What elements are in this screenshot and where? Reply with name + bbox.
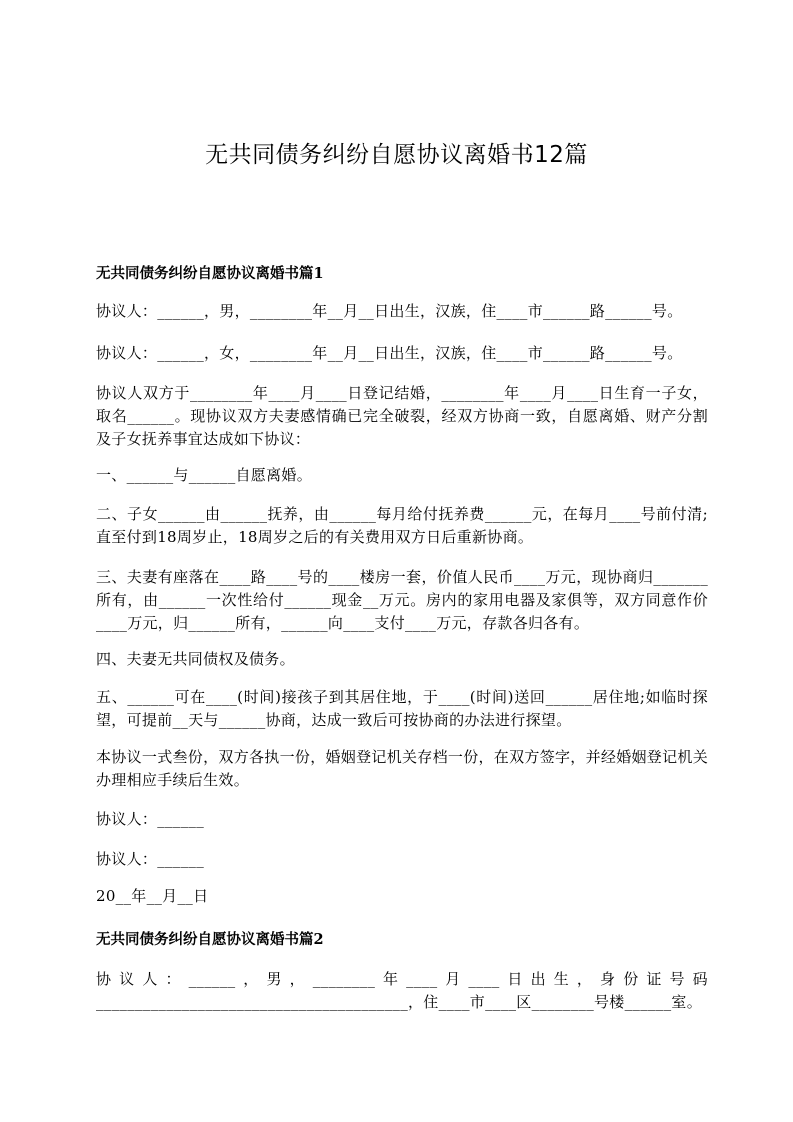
signature-line-2: 协议人：______ <box>96 850 205 868</box>
clause-3: 三、夫妻有座落在____路____号的____楼房一套，价值人民币____万元，现协商归_______所有，由______一次性给付______现金__万元。房内的家用电器及家俱等，双方同意作价____万元，归______所有，______向____支付____万元，存款各归各有。 <box>96 568 708 632</box>
section-2-party-line: 协议人：______，男，________年____月____日出生，身份证号码________________________________________，住____市____区________号楼______室。 <box>96 970 708 1011</box>
signature-line-1: 协议人：______ <box>96 810 205 828</box>
date-line: 20__年__月__日 <box>96 887 209 905</box>
effectiveness-paragraph: 本协议一式叁份，双方各执一份，婚姻登记机关存档一份，在双方签字，并经婚姻登记机关办理相应手续后生效。 <box>96 748 709 789</box>
marriage-info-paragraph: 协议人双方于________年____月____日登记结婚，________年____月____日生育一子女，取名______。现协议双方夫妻感情确已完全破裂，经双方协商一致，自愿离婚、财产分割及子女抚养事宜达成如下协议： <box>96 384 708 448</box>
clause-2: 二、子女______由______抚养，由______每月给付抚养费______元，在每月____号前付清;直至付到18周岁止，18周岁之后的有关费用双方日后重新协商。 <box>96 505 708 546</box>
party-1-line: 协议人：______，男，________年__月__日出生，汉族，住____市______路______号。 <box>96 302 683 320</box>
clause-4: 四、夫妻无共同债权及债务。 <box>96 650 295 668</box>
clause-1: 一、______与______自愿离婚。 <box>96 466 313 484</box>
section-2-heading: 无共同债务纠纷自愿协议离婚书篇2 <box>96 931 324 948</box>
party-2-line: 协议人：______，女，________年__月__日出生，汉族，住____市______路______号。 <box>96 344 683 362</box>
clause-5: 五、______可在____(时间)接孩子到其居住地，于____(时间)送回______居住地;如临时探望，可提前__天与______协商，达成一致后可按协商的办法进行探望。 <box>96 688 708 729</box>
document-title: 无共同债务纠纷自愿协议离婚书12篇 <box>205 142 588 168</box>
section-1-heading: 无共同债务纠纷自愿协议离婚书篇1 <box>96 265 324 282</box>
